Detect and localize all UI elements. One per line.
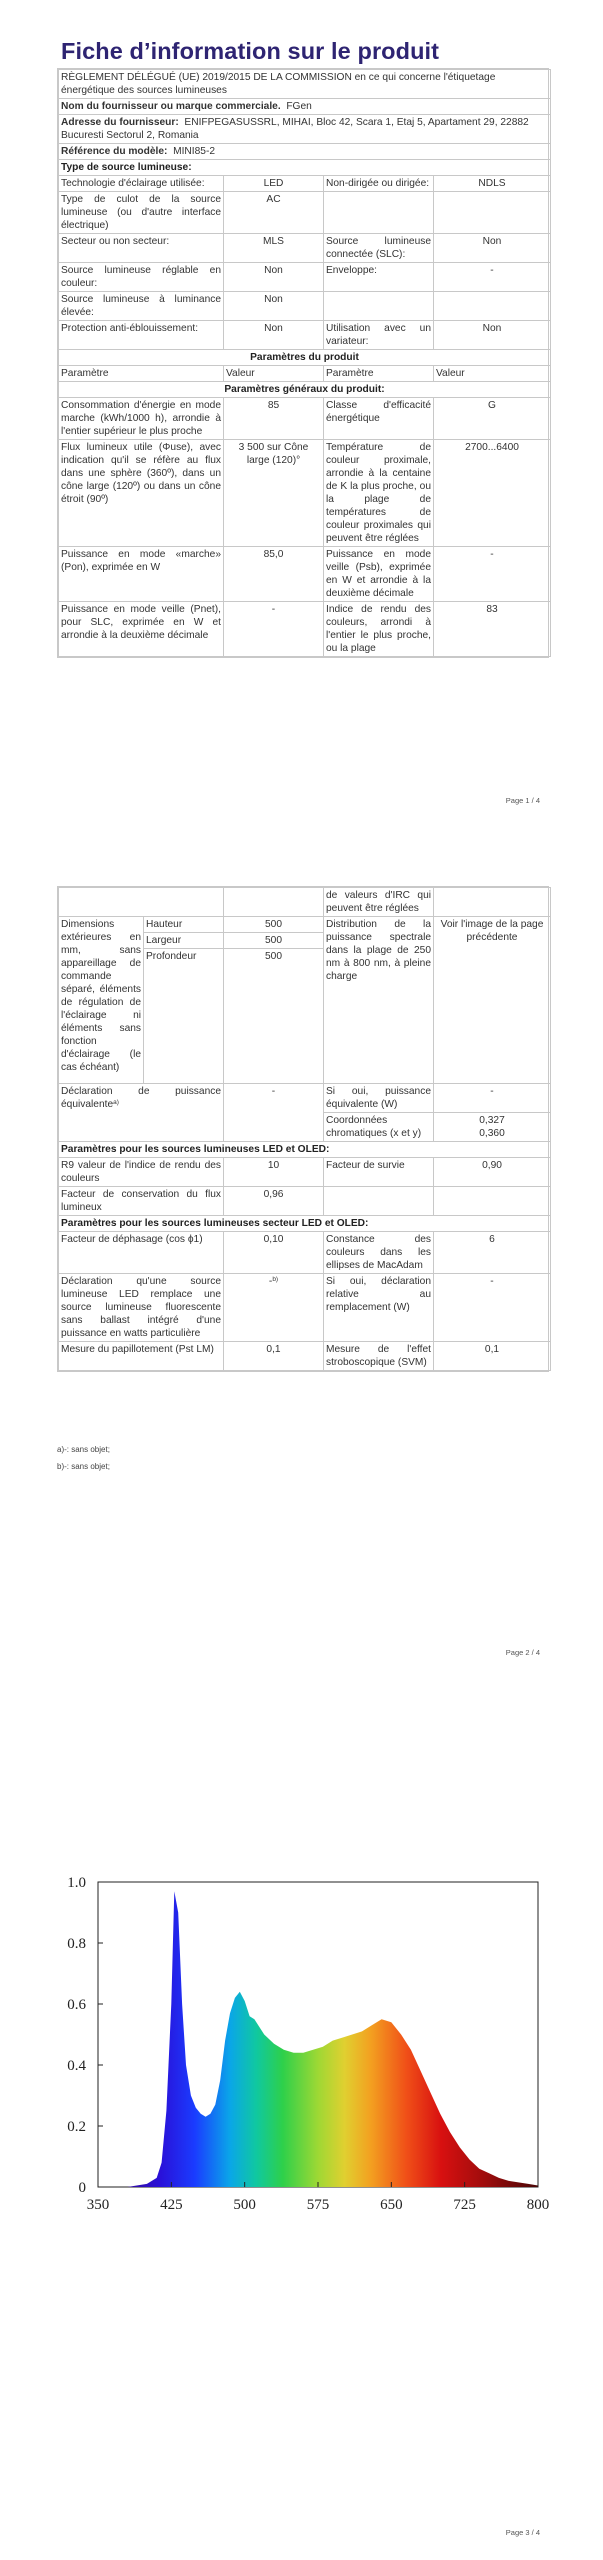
- page-title: Fiche d’information sur le produit: [61, 38, 440, 64]
- spectral-value: Voir l'image de la page précédente: [434, 917, 551, 1084]
- y-tick-label: 1.0: [67, 1875, 86, 1891]
- dephasage-label: Facteur de déphasage (cos ϕ1): [59, 1232, 224, 1274]
- type-source-label: Type de source lumineuse:: [59, 160, 551, 176]
- row-label: Puissance en mode veille (Pnet), pour SLC, exprimée en W et arrondie à la deuxième décimale: [59, 602, 224, 657]
- model-label: Référence du modèle:: [61, 146, 168, 157]
- macadam-label: Constance des couleurs dans les ellipses de MacAdam: [324, 1232, 434, 1274]
- col-valeur-header: Valeur: [434, 366, 551, 382]
- row-label: Non-dirigée ou dirigée:: [324, 176, 434, 192]
- spectrum-area: [98, 1891, 538, 2187]
- spectral-label: Distribution de la puissance spectrale dans la plage de 250 nm à 800 nm, à pleine charge: [324, 917, 434, 1084]
- page-2: [0, 870, 603, 1670]
- table-row: [59, 398, 551, 440]
- row-value: Non: [434, 234, 551, 263]
- r9-label: R9 valeur de l'indice de rendu des couleurs: [59, 1158, 224, 1187]
- si-oui-label: Si oui, puissance équivalente (W): [324, 1084, 434, 1113]
- page-3: [0, 1740, 603, 2560]
- row-label: Indice de rendu des couleurs, arrondi à l'entier le plus proche, ou la plage: [324, 602, 434, 657]
- table-row: [59, 917, 551, 933]
- row-label: Flux lumineux utile (Φuse), avec indication qu'il se réfère au flux dans une sphère (360º), dans un cône large (120º) ou dans un cône étroit (90º): [59, 440, 224, 547]
- product-info-table: [58, 69, 551, 657]
- coord-x: 0,327: [479, 1115, 505, 1126]
- table-row: [59, 440, 551, 547]
- row-value: -: [434, 547, 551, 602]
- page-number: Page 3 / 4: [505, 2528, 540, 2537]
- row-value: MLS: [224, 234, 324, 263]
- table-row: [59, 1232, 551, 1274]
- dim-name: Largeur: [144, 933, 224, 949]
- row-label: Source lumineuse réglable en couleur:: [59, 263, 224, 292]
- row-label: Secteur ou non secteur:: [59, 234, 224, 263]
- model-value: MINI85-2: [173, 146, 216, 157]
- page-1: [0, 0, 603, 820]
- table-row: [59, 321, 551, 350]
- row-label: Classe d'efficacité énergétique: [324, 398, 434, 440]
- x-tick-label: 425: [160, 2197, 183, 2213]
- table-row: [59, 1187, 551, 1216]
- si-oui2-label: Si oui, déclaration relative au remplacement (W): [324, 1274, 434, 1342]
- footnote-a: a)-: sans objet;: [57, 1445, 110, 1454]
- product-info-table-frame-2: [57, 886, 549, 1372]
- dimensions-label: Dimensions extérieures en mm, sans appareillage de commande séparé, éléments de régulation de l'éclairage ni éléments sans fonction d'éclairage (le cas échéant): [59, 917, 144, 1084]
- params-generaux-header: Paramètres généraux du produit:: [59, 382, 551, 398]
- decl-led-value: -: [268, 1276, 273, 1287]
- row-value: G: [434, 398, 551, 440]
- pst-label: Mesure du papillotement (Pst LM): [59, 1342, 224, 1371]
- model-row: [59, 144, 551, 160]
- si-oui-value: -: [434, 1084, 551, 1113]
- decl-puissance-value: -: [224, 1084, 324, 1142]
- product-info-table-frame: [57, 68, 549, 658]
- si-oui2-value: -: [434, 1274, 551, 1342]
- coord-values: [434, 1113, 551, 1142]
- row-value: 85: [224, 398, 324, 440]
- row-value: -: [434, 263, 551, 292]
- supplier-address: ENIFPEGASUSSRL, MIHAI, Bloc 42, Scara 1, Etaj 5, Apartament 29, 22882 Bucuresti Sectorul 2, Romania: [61, 117, 529, 141]
- col-valeur-header: Valeur: [224, 366, 324, 382]
- dim-name: Hauteur: [144, 917, 224, 933]
- y-tick-label: 0.4: [67, 2058, 86, 2074]
- page-number: Page 1 / 4: [505, 796, 540, 805]
- spectrum-chart: [40, 1868, 560, 2258]
- x-tick-label: 350: [86, 2197, 110, 2213]
- x-tick-label: 650: [380, 2197, 403, 2213]
- row-value: [434, 192, 551, 234]
- svm-label: Mesure de l'effet stroboscopique (SVM): [324, 1342, 434, 1371]
- table-row: [59, 1158, 551, 1187]
- supplier-name-row: [59, 99, 551, 115]
- row-label: [324, 192, 434, 234]
- row-value: NDLS: [434, 176, 551, 192]
- spectrum-chart-svg: [40, 1868, 560, 2258]
- row-value: 2700...6400: [434, 440, 551, 547]
- product-info-table-2: [58, 887, 551, 1371]
- row-value: Non: [224, 263, 324, 292]
- led-oled-header: Paramètres pour les sources lumineuses LED et OLED:: [59, 1142, 551, 1158]
- table-row: [59, 547, 551, 602]
- col-param-header: Paramètre: [324, 366, 434, 382]
- table-row: [59, 263, 551, 292]
- footnote-ref: b): [272, 1276, 279, 1283]
- params-produit-header: Paramètres du produit: [59, 350, 551, 366]
- x-tick-label: 575: [306, 2197, 330, 2213]
- dim-name: Profondeur: [144, 949, 224, 1084]
- supplier-name-label: Nom du fournisseur ou marque commerciale.: [61, 101, 281, 112]
- decl-led-cell: [224, 1274, 324, 1342]
- y-tick-label: 0: [78, 2180, 86, 2196]
- conservation-value: 0,96: [224, 1187, 324, 1216]
- row-value: Non: [434, 321, 551, 350]
- x-tick-label: 800: [526, 2197, 550, 2213]
- svm-value: 0,1: [434, 1342, 551, 1371]
- row-label: Protection anti-éblouissement:: [59, 321, 224, 350]
- y-tick-label: 0.8: [67, 1936, 86, 1952]
- table-row: [59, 192, 551, 234]
- footnote-b: b)-: sans objet;: [57, 1462, 110, 1471]
- y-tick-label: 0.2: [67, 2119, 86, 2135]
- table-row: [59, 234, 551, 263]
- table-row: [59, 1274, 551, 1342]
- dephasage-value: 0,10: [224, 1232, 324, 1274]
- empty-cell: [434, 1187, 551, 1216]
- macadam-value: 6: [434, 1232, 551, 1274]
- supplier-address-row: [59, 115, 551, 144]
- empty-cell: [59, 888, 224, 917]
- footnote-ref: a): [113, 1099, 119, 1106]
- row-label: [324, 292, 434, 321]
- table-row: [59, 602, 551, 657]
- row-value: Non: [224, 292, 324, 321]
- column-header-row: [59, 366, 551, 382]
- cri-continuation: de valeurs d'IRC qui peuvent être réglées: [324, 888, 434, 917]
- col-param-header: Paramètre: [59, 366, 224, 382]
- table-row: [59, 1084, 551, 1113]
- row-value: Non: [224, 321, 324, 350]
- coord-y: 0,360: [479, 1128, 505, 1139]
- row-label: Source lumineuse à luminance élevée:: [59, 292, 224, 321]
- table-row: [59, 1342, 551, 1371]
- dim-value: 500: [224, 949, 324, 1084]
- decl-puissance-cell: [59, 1084, 224, 1142]
- dim-value: 500: [224, 933, 324, 949]
- page-number: Page 2 / 4: [505, 1648, 540, 1657]
- table-row: [59, 176, 551, 192]
- table-row: [59, 888, 551, 917]
- survie-value: 0,90: [434, 1158, 551, 1187]
- decl-led-label: Déclaration qu'une source lumineuse LED remplace une source lumineuse fluorescente sans ballast intégré d'une puissance en watts particulière: [59, 1274, 224, 1342]
- row-label: Consommation d'énergie en mode marche (kWh/1000 h), arrondie à l'entier supérieur le plus proche: [59, 398, 224, 440]
- decl-puissance-label: Déclaration de puissance équivalente: [61, 1086, 221, 1110]
- r9-value: 10: [224, 1158, 324, 1187]
- row-value: -: [224, 602, 324, 657]
- row-label: Température de couleur proximale, arrondie à la centaine de K la plus proche, ou la plage de températures de couleur proximales qui peuvent être réglées: [324, 440, 434, 547]
- conservation-label: Facteur de conservation du flux lumineux: [59, 1187, 224, 1216]
- table-row: [59, 292, 551, 321]
- regulation-text: RÈGLEMENT DÉLÉGUÉ (UE) 2019/2015 DE LA COMMISSION en ce qui concerne l'étiquetage énergétique des sources lumineuses: [59, 70, 551, 99]
- row-label: Puissance en mode veille (Psb), exprimée en W et arrondie à la deuxième décimale: [324, 547, 434, 602]
- survie-label: Facteur de survie: [324, 1158, 434, 1187]
- row-label: Enveloppe:: [324, 263, 434, 292]
- row-value: [434, 292, 551, 321]
- row-value: 85,0: [224, 547, 324, 602]
- empty-cell: [324, 1187, 434, 1216]
- row-label: Puissance en mode «marche» (Pon), exprimée en W: [59, 547, 224, 602]
- row-value: LED: [224, 176, 324, 192]
- row-label: Utilisation avec un variateur:: [324, 321, 434, 350]
- row-label: Source lumineuse connectée (SLC):: [324, 234, 434, 263]
- empty-cell: [434, 888, 551, 917]
- row-value: 83: [434, 602, 551, 657]
- empty-cell: [224, 888, 324, 917]
- supplier-name: FGen: [286, 101, 312, 112]
- row-value: 3 500 sur Cône large (120)°: [224, 440, 324, 547]
- row-label: Type de culot de la source lumineuse (ou d'autre interface électrique): [59, 192, 224, 234]
- x-tick-label: 500: [233, 2197, 256, 2213]
- dim-value: 500: [224, 917, 324, 933]
- x-tick-label: 725: [453, 2197, 476, 2213]
- y-tick-label: 0.6: [67, 1997, 86, 2013]
- pst-value: 0,1: [224, 1342, 324, 1371]
- supplier-address-label: Adresse du fournisseur:: [61, 117, 179, 128]
- coord-label: Coordonnées chromatiques (x et y): [324, 1113, 434, 1142]
- secteur-header: Paramètres pour les sources lumineuses secteur LED et OLED:: [59, 1216, 551, 1232]
- row-label: Technologie d'éclairage utilisée:: [59, 176, 224, 192]
- row-value: AC: [224, 192, 324, 234]
